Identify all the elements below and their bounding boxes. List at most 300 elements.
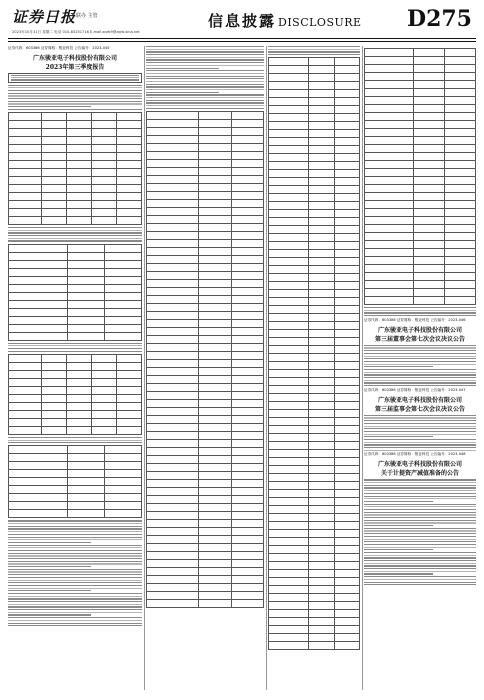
- table-cell: [232, 224, 265, 232]
- table-cell: [232, 552, 265, 560]
- table-cell: [335, 274, 360, 282]
- table-cell: [105, 462, 142, 470]
- table-cell: [199, 144, 232, 152]
- table-cell: [232, 464, 265, 472]
- table-cell: [365, 73, 414, 81]
- table-cell: [147, 256, 199, 264]
- table-cell: [309, 458, 334, 466]
- table-cell: [269, 274, 309, 282]
- table-cell: [232, 304, 265, 312]
- table-cell: [309, 490, 334, 498]
- table-cell: [335, 634, 360, 642]
- table-cell: [445, 89, 476, 97]
- table-cell: [147, 160, 199, 168]
- table-cell: [105, 293, 142, 301]
- article-title: 关于计提资产减值准备的公告: [380, 470, 459, 478]
- table-cell: [365, 257, 414, 265]
- table-cell: [232, 280, 265, 288]
- table-cell: [147, 192, 199, 200]
- table-cell: [68, 486, 105, 494]
- table-cell: [309, 442, 334, 450]
- table-cell: [117, 387, 142, 395]
- table-cell: [309, 618, 334, 626]
- table-cell: [67, 137, 92, 145]
- table-cell: [68, 510, 105, 518]
- table-cell: [365, 281, 414, 289]
- table-cell: [199, 432, 232, 440]
- table-cell: [67, 153, 92, 161]
- table-cell: [117, 379, 142, 387]
- table-cell: [147, 448, 199, 456]
- table-cell: [335, 74, 360, 82]
- table-cell: [105, 446, 142, 454]
- table-cell: [67, 371, 92, 379]
- table-cell: [232, 520, 265, 528]
- table-cell: [105, 261, 142, 269]
- table-cell: [117, 161, 142, 169]
- table-cell: [42, 137, 67, 145]
- table-cell: [269, 610, 309, 618]
- table-cell: [335, 170, 360, 178]
- page-number: D275: [406, 6, 472, 32]
- table-cell: [365, 225, 414, 233]
- table-cell: [67, 363, 92, 371]
- column-1: [8, 46, 142, 690]
- table-cell: [309, 122, 334, 130]
- table-cell: [269, 218, 309, 226]
- table-cell: [445, 297, 476, 305]
- table-cell: [232, 512, 265, 520]
- table-cell: [309, 146, 334, 154]
- table-cell: [269, 138, 309, 146]
- table-cell: [414, 129, 445, 137]
- table-cell: [232, 536, 265, 544]
- table-cell: [269, 570, 309, 578]
- table-cell: [414, 137, 445, 145]
- table-cell: [269, 402, 309, 410]
- table-cell: [147, 200, 199, 208]
- table-cell: [365, 57, 414, 65]
- table-cell: [335, 234, 360, 242]
- table-cell: [232, 392, 265, 400]
- table-cell: [309, 546, 334, 554]
- table-cell: [199, 512, 232, 520]
- table-cell: [309, 234, 334, 242]
- table-cell: [199, 456, 232, 464]
- table-cell: [365, 289, 414, 297]
- financial-table: [8, 112, 142, 225]
- table-cell: [309, 554, 334, 562]
- table-cell: [269, 514, 309, 522]
- table-cell: [309, 482, 334, 490]
- table-cell: [309, 314, 334, 322]
- table-cell: [199, 184, 232, 192]
- table-cell: [199, 216, 232, 224]
- table-cell: [414, 217, 445, 225]
- table-cell: [309, 138, 334, 146]
- table-cell: [269, 594, 309, 602]
- table-cell: [199, 240, 232, 248]
- table-cell: [117, 395, 142, 403]
- table-cell: [232, 296, 265, 304]
- table-cell: [232, 600, 265, 608]
- table-cell: [199, 112, 232, 120]
- table-cell: [199, 504, 232, 512]
- article-meta: [364, 318, 476, 323]
- table-cell: [105, 470, 142, 478]
- table-cell: [9, 177, 42, 185]
- table-cell: [232, 200, 265, 208]
- table-cell: [42, 193, 67, 201]
- table-cell: [67, 129, 92, 137]
- table-cell: [414, 169, 445, 177]
- table-cell: [335, 474, 360, 482]
- table-cell: [67, 169, 92, 177]
- table-cell: [335, 138, 360, 146]
- table-cell: [147, 432, 199, 440]
- code-line: 证券代码：603386 证券简称：骏亚科技 公告编号：2023-048: [364, 452, 466, 457]
- table-cell: [105, 245, 142, 253]
- company-name: 广东骏亚电子科技股份有限公司: [377, 396, 462, 404]
- table-cell: [42, 379, 67, 387]
- table-cell: [309, 306, 334, 314]
- table-cell: [147, 168, 199, 176]
- table-cell: [67, 113, 92, 121]
- shareholder-table: [8, 445, 142, 518]
- table-cell: [92, 161, 117, 169]
- table-cell: [309, 74, 334, 82]
- table-cell: [147, 576, 199, 584]
- quarterly-report-article: [8, 46, 142, 626]
- table-cell: [335, 402, 360, 410]
- table-cell: [147, 368, 199, 376]
- table-cell: [309, 530, 334, 538]
- table-cell: [335, 370, 360, 378]
- table-cell: [147, 600, 199, 608]
- section-header: [208, 10, 362, 31]
- table-cell: [67, 411, 92, 419]
- table-cell: [9, 169, 42, 177]
- table-cell: [335, 194, 360, 202]
- table-cell: [365, 97, 414, 105]
- table-cell: [335, 322, 360, 330]
- table-cell: [199, 320, 232, 328]
- table-cell: [232, 576, 265, 584]
- table-cell: [309, 330, 334, 338]
- table-cell: [117, 427, 142, 435]
- table-cell: [199, 208, 232, 216]
- table-cell: [335, 514, 360, 522]
- table-cell: [92, 395, 117, 403]
- table-cell: [68, 309, 105, 317]
- table-cell: [9, 427, 42, 435]
- table-cell: [269, 346, 309, 354]
- table-cell: [365, 169, 414, 177]
- table-cell: [105, 285, 142, 293]
- table-cell: [9, 277, 68, 285]
- article-meta: [364, 452, 476, 457]
- table-cell: [335, 602, 360, 610]
- table-cell: [269, 354, 309, 362]
- table-cell: [232, 272, 265, 280]
- table-cell: [147, 320, 199, 328]
- table-cell: [117, 403, 142, 411]
- table-cell: [269, 242, 309, 250]
- table-cell: [117, 145, 142, 153]
- body-text-block: [8, 437, 142, 444]
- table-cell: [92, 201, 117, 209]
- table-cell: [309, 90, 334, 98]
- table-cell: [117, 113, 142, 121]
- table-cell: [199, 592, 232, 600]
- table-cell: [335, 482, 360, 490]
- table-cell: [68, 454, 105, 462]
- table-cell: [147, 152, 199, 160]
- table-cell: [147, 176, 199, 184]
- table-cell: [365, 129, 414, 137]
- table-cell: [117, 169, 142, 177]
- dateline: 2023年10月31日 星期二 电话 010-83251716 E-mail:zqrb9@zqrb.sina.net: [12, 30, 140, 34]
- table-cell: [309, 634, 334, 642]
- table-cell: [199, 296, 232, 304]
- table-cell: [335, 242, 360, 250]
- table-cell: [232, 544, 265, 552]
- table-cell: [147, 352, 199, 360]
- table-cell: [199, 256, 232, 264]
- table-cell: [309, 186, 334, 194]
- table-cell: [199, 576, 232, 584]
- table-cell: [117, 355, 142, 363]
- table-cell: [232, 264, 265, 272]
- table-cell: [309, 58, 334, 66]
- table-cell: [365, 121, 414, 129]
- table-cell: [199, 528, 232, 536]
- table-cell: [9, 333, 68, 341]
- table-cell: [232, 320, 265, 328]
- table-cell: [335, 90, 360, 98]
- table-cell: [309, 202, 334, 210]
- table-cell: [9, 193, 42, 201]
- table-cell: [117, 177, 142, 185]
- table-cell: [92, 153, 117, 161]
- table-cell: [269, 210, 309, 218]
- table-cell: [309, 522, 334, 530]
- table-cell: [445, 129, 476, 137]
- table-cell: [68, 325, 105, 333]
- table-cell: [67, 419, 92, 427]
- table-cell: [105, 317, 142, 325]
- table-cell: [232, 496, 265, 504]
- table-cell: [232, 216, 265, 224]
- table-cell: [269, 298, 309, 306]
- table-cell: [117, 193, 142, 201]
- table-cell: [199, 152, 232, 160]
- table-cell: [232, 184, 265, 192]
- board-resolution-article: [364, 318, 476, 387]
- table-cell: [68, 502, 105, 510]
- article-headline: [8, 53, 142, 71]
- table-cell: [309, 386, 334, 394]
- table-cell: [199, 384, 232, 392]
- table-cell: [414, 225, 445, 233]
- table-cell: [335, 498, 360, 506]
- table-cell: [269, 434, 309, 442]
- table-cell: [309, 594, 334, 602]
- body-text-block: [364, 345, 476, 387]
- table-cell: [269, 386, 309, 394]
- table-cell: [445, 73, 476, 81]
- table-cell: [199, 336, 232, 344]
- table-cell: [199, 128, 232, 136]
- table-cell: [269, 602, 309, 610]
- table-cell: [147, 544, 199, 552]
- table-cell: [9, 419, 42, 427]
- table-cell: [92, 411, 117, 419]
- table-cell: [9, 462, 68, 470]
- table-cell: [269, 250, 309, 258]
- table-cell: [67, 193, 92, 201]
- table-cell: [269, 522, 309, 530]
- table-cell: [92, 121, 117, 129]
- table-cell: [335, 394, 360, 402]
- table-cell: [269, 362, 309, 370]
- table-cell: [309, 610, 334, 618]
- table-cell: [309, 626, 334, 634]
- table-cell: [335, 282, 360, 290]
- table-cell: [309, 338, 334, 346]
- table-cell: [335, 618, 360, 626]
- table-cell: [309, 538, 334, 546]
- table-cell: [414, 233, 445, 241]
- table-cell: [9, 261, 68, 269]
- table-cell: [445, 249, 476, 257]
- table-cell: [414, 65, 445, 73]
- table-cell: [269, 642, 309, 650]
- table-cell: [105, 277, 142, 285]
- table-cell: [309, 370, 334, 378]
- table-cell: [9, 387, 42, 395]
- table-cell: [232, 368, 265, 376]
- table-cell: [92, 387, 117, 395]
- table-cell: [105, 309, 142, 317]
- body-text-block: [268, 46, 360, 55]
- table-cell: [269, 458, 309, 466]
- table-cell: [335, 506, 360, 514]
- table-cell: [232, 376, 265, 384]
- table-cell: [42, 185, 67, 193]
- table-cell: [365, 89, 414, 97]
- column-divider: [266, 46, 267, 690]
- company-name: 广东骏亚电子科技股份有限公司: [377, 461, 462, 469]
- table-cell: [365, 49, 414, 57]
- table-cell: [414, 289, 445, 297]
- table-cell: [92, 185, 117, 193]
- table-cell: [335, 202, 360, 210]
- logo-subtitle: 联办 主管: [76, 13, 98, 19]
- table-cell: [199, 272, 232, 280]
- table-cell: [414, 145, 445, 153]
- table-cell: [309, 98, 334, 106]
- table-cell: [269, 202, 309, 210]
- table-cell: [445, 57, 476, 65]
- table-cell: [445, 153, 476, 161]
- table-cell: [269, 498, 309, 506]
- table-cell: [9, 301, 68, 309]
- table-cell: [445, 217, 476, 225]
- table-cell: [9, 153, 42, 161]
- table-cell: [117, 137, 142, 145]
- table-cell: [147, 248, 199, 256]
- table-cell: [147, 384, 199, 392]
- table-cell: [414, 281, 445, 289]
- table-cell: [335, 450, 360, 458]
- table-cell: [9, 201, 42, 209]
- table-cell: [269, 474, 309, 482]
- section-title-en: DISCLOSURE: [278, 16, 362, 29]
- table-cell: [335, 98, 360, 106]
- table-cell: [269, 146, 309, 154]
- table-cell: [92, 363, 117, 371]
- table-cell: [335, 290, 360, 298]
- table-cell: [269, 546, 309, 554]
- table-cell: [269, 178, 309, 186]
- table-cell: [117, 419, 142, 427]
- table-cell: [67, 161, 92, 169]
- article-title: 第三届董事会第七次会议决议公告: [374, 335, 465, 343]
- table-cell: [232, 192, 265, 200]
- table-cell: [309, 570, 334, 578]
- table-cell: [68, 293, 105, 301]
- table-cell: [232, 568, 265, 576]
- table-cell: [232, 400, 265, 408]
- table-cell: [199, 584, 232, 592]
- table-cell: [147, 224, 199, 232]
- table-cell: [414, 49, 445, 57]
- table-cell: [445, 281, 476, 289]
- table-cell: [199, 568, 232, 576]
- table-cell: [68, 245, 105, 253]
- table-cell: [335, 82, 360, 90]
- table-cell: [9, 269, 68, 277]
- table-cell: [92, 129, 117, 137]
- table-cell: [309, 218, 334, 226]
- table-cell: [269, 122, 309, 130]
- table-cell: [147, 392, 199, 400]
- table-cell: [9, 403, 42, 411]
- table-cell: [147, 144, 199, 152]
- table-cell: [147, 496, 199, 504]
- table-cell: [67, 395, 92, 403]
- table-cell: [232, 176, 265, 184]
- table-cell: [232, 336, 265, 344]
- table-cell: [445, 225, 476, 233]
- table-cell: [335, 386, 360, 394]
- table-cell: [147, 568, 199, 576]
- table-cell: [309, 106, 334, 114]
- table-cell: [365, 233, 414, 241]
- table-cell: [147, 472, 199, 480]
- table-cell: [147, 408, 199, 416]
- table-cell: [9, 478, 68, 486]
- table-cell: [414, 89, 445, 97]
- table-cell: [9, 395, 42, 403]
- body-text-block: [364, 415, 476, 451]
- article-headline: [364, 325, 476, 343]
- table-cell: [42, 217, 67, 225]
- table-cell: [67, 427, 92, 435]
- table-cell: [232, 344, 265, 352]
- table-cell: [9, 486, 68, 494]
